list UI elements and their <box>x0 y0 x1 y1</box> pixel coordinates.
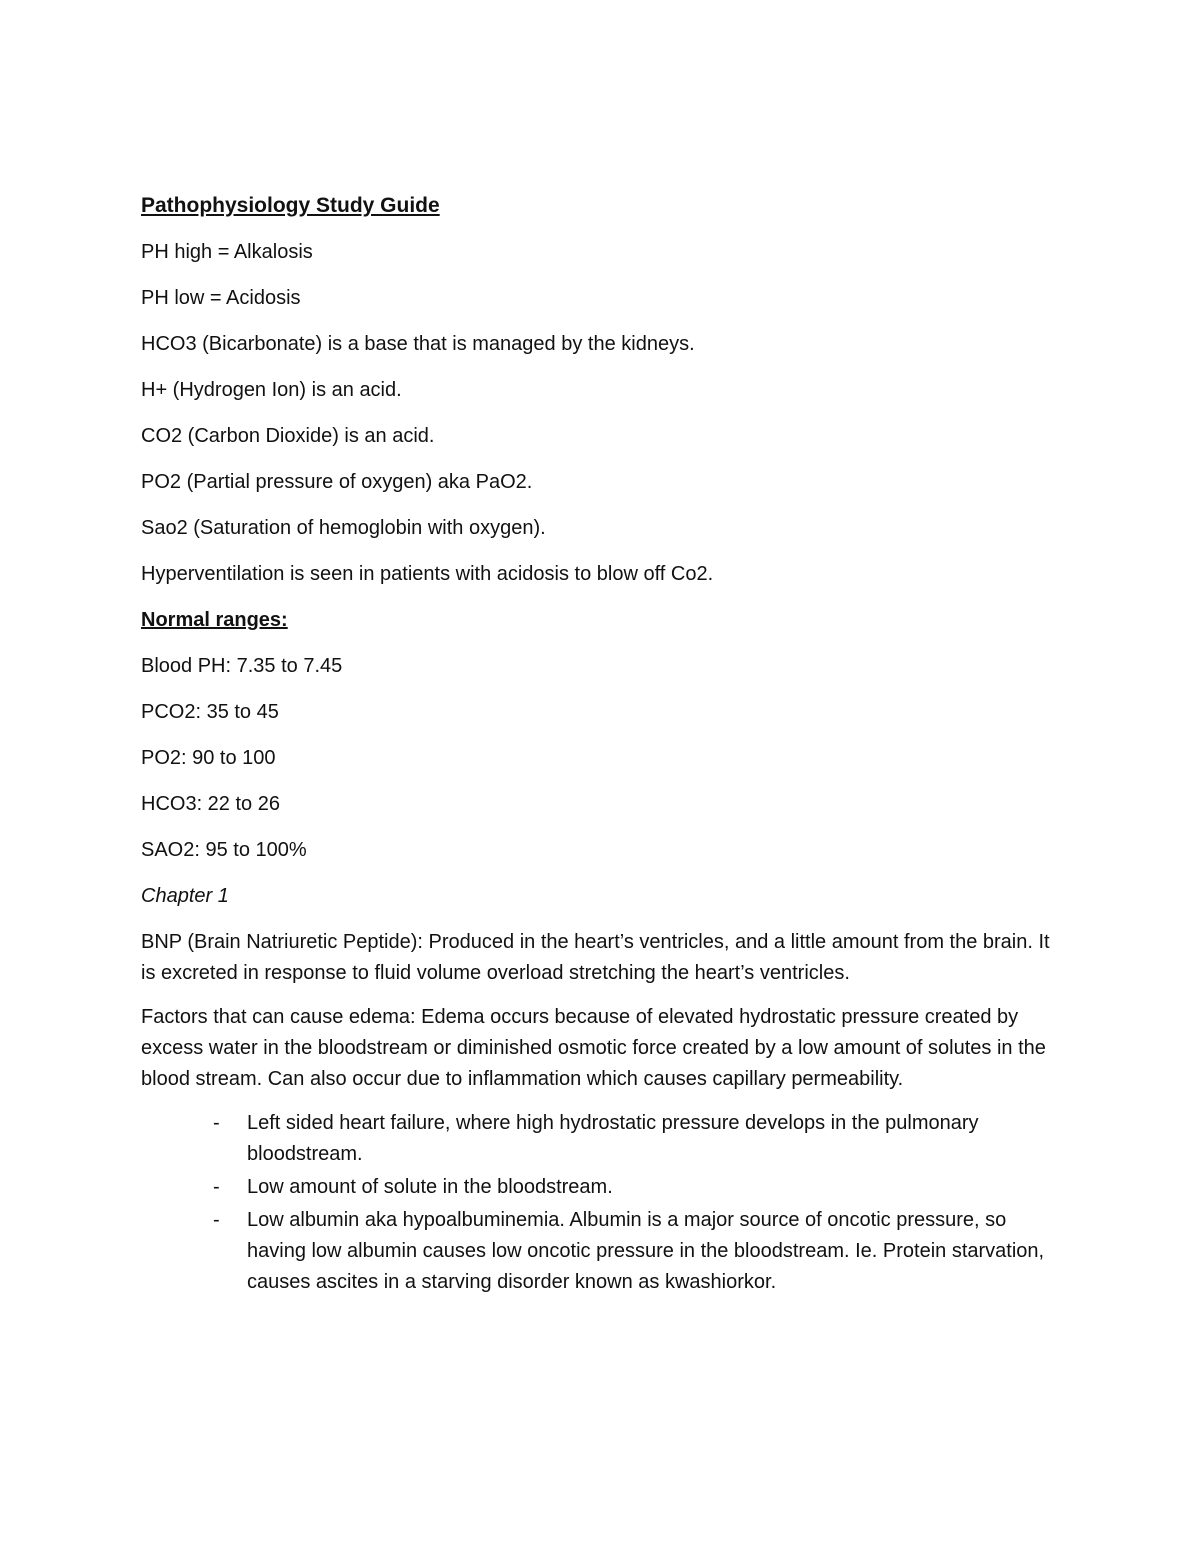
definition-hydrogen-ion: H+ (Hydrogen Ion) is an acid. <box>141 379 402 401</box>
document-title: Pathophysiology Study Guide <box>141 194 440 217</box>
document-body <box>141 190 1066 1300</box>
list-item <box>141 1172 1066 1203</box>
list-item <box>141 1108 1066 1170</box>
definition-ph-high: PH high = Alkalosis <box>141 241 313 263</box>
edema-causes-list <box>141 1108 1066 1298</box>
edema-paragraph: Factors that can cause edema: Edema occurs because of elevated hydrostatic pressure created by excess water in the bloodstream or diminished osmotic force created by a low amount of solutes in the blood stream. Can also occur due to inflammation which causes capillary permeability. <box>141 1006 1046 1090</box>
chapter-heading: Chapter 1 <box>141 885 229 907</box>
bullet-dash: - <box>213 1112 220 1134</box>
definition-ph-low: PH low = Acidosis <box>141 287 301 309</box>
normal-range-pco2: PCO2: 35 to 45 <box>141 701 279 723</box>
definition-co2: CO2 (Carbon Dioxide) is an acid. <box>141 425 435 447</box>
bullet-dash: - <box>213 1209 220 1231</box>
definition-hyperventilation: Hyperventilation is seen in patients with acidosis to blow off Co2. <box>141 563 714 585</box>
definition-po2: PO2 (Partial pressure of oxygen) aka PaO2. <box>141 471 533 493</box>
bullet-dash: - <box>213 1176 220 1198</box>
normal-range-hco3: HCO3: 22 to 26 <box>141 793 280 815</box>
bnp-paragraph: BNP (Brain Natriuretic Peptide): Produced in the heart’s ventricles, and a little amount from the brain. It is excreted in response to fluid volume overload stretching the heart’s ventricles. <box>141 931 1050 984</box>
list-item-text: Low amount of solute in the bloodstream. <box>247 1176 613 1198</box>
definition-sao2: Sao2 (Saturation of hemoglobin with oxygen). <box>141 517 546 539</box>
normal-range-blood-ph: Blood PH: 7.35 to 7.45 <box>141 655 343 677</box>
definition-hco3: HCO3 (Bicarbonate) is a base that is managed by the kidneys. <box>141 333 695 355</box>
normal-range-sao2: SAO2: 95 to 100% <box>141 839 307 861</box>
list-item-text: Left sided heart failure, where high hydrostatic pressure develops in the pulmonary bloodstream. <box>247 1112 979 1165</box>
normal-range-po2: PO2: 90 to 100 <box>141 747 276 769</box>
normal-ranges-heading: Normal ranges: <box>141 609 288 631</box>
list-item-text: Low albumin aka hypoalbuminemia. Albumin is a major source of oncotic pressure, so having low albumin causes low oncotic pressure in the bloodstream. Ie. Protein starvation, causes ascites in a starving disorder known as kwashiorkor. <box>247 1209 1045 1293</box>
list-item <box>141 1205 1066 1298</box>
